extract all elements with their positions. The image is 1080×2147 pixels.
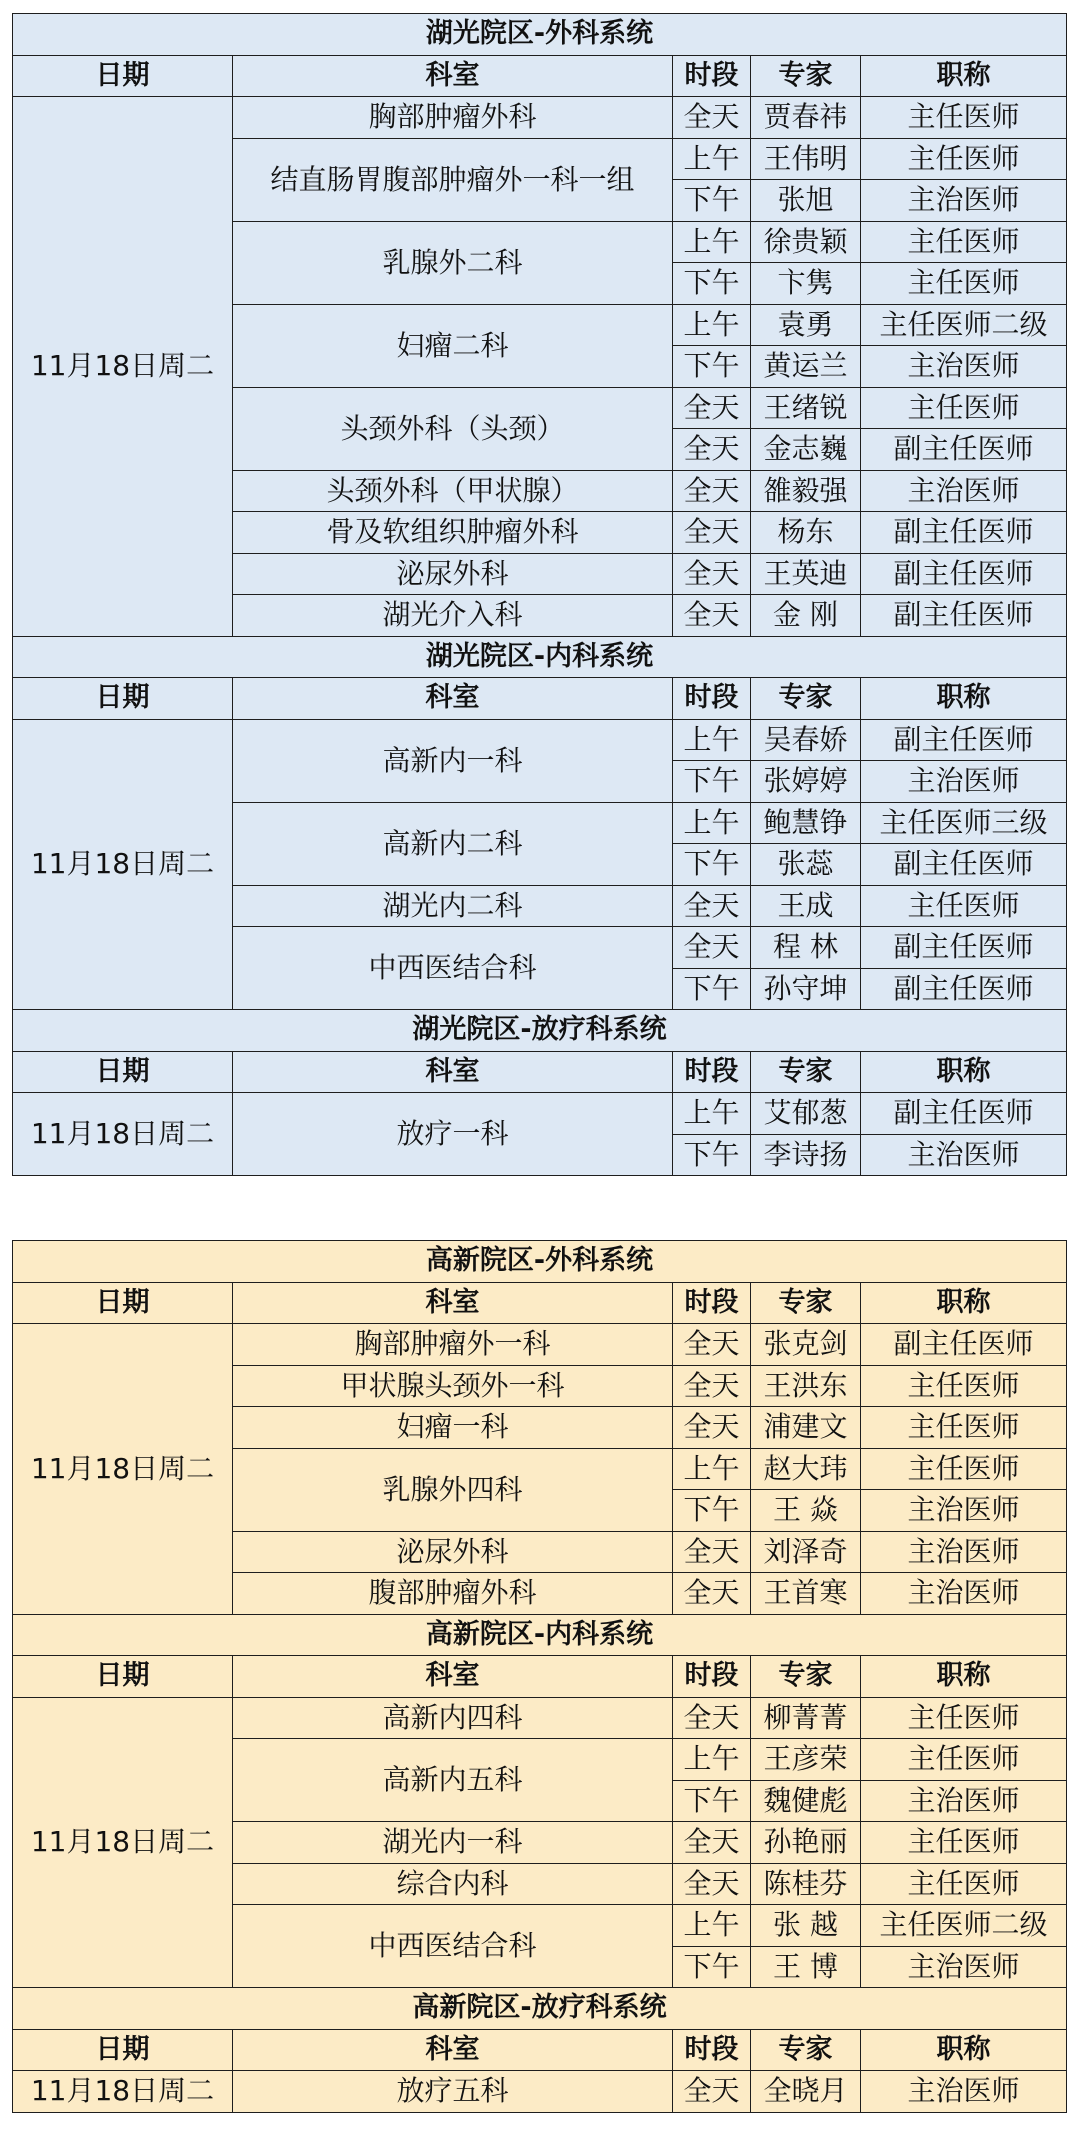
col-header-rank: 职称 [861, 1051, 1067, 1093]
table-row [13, 1697, 1067, 1739]
section-title: 高新院区-外科系统 [13, 1241, 1067, 1283]
rank-cell: 主任医师 [861, 1822, 1067, 1864]
date-cell: 11月18日周二 [13, 1324, 233, 1615]
rank-cell: 主任医师 [861, 1697, 1067, 1739]
doctor-cell: 赵大玮 [751, 1448, 861, 1490]
dept-cell: 乳腺外四科 [233, 1448, 673, 1531]
time-cell: 全天 [673, 1531, 751, 1573]
doctor-cell: 王 焱 [751, 1490, 861, 1532]
time-cell: 全天 [673, 1822, 751, 1864]
rank-cell: 主任医师二级 [861, 304, 1067, 346]
dept-cell: 中西医结合科 [233, 1905, 673, 1988]
date-cell: 11月18日周二 [13, 2071, 233, 2113]
doctor-cell: 王英迪 [751, 553, 861, 595]
col-header-time: 时段 [673, 1282, 751, 1324]
doctor-cell: 王成 [751, 885, 861, 927]
dept-cell: 甲状腺头颈外一科 [233, 1365, 673, 1407]
dept-cell: 头颈外科（头颈） [233, 387, 673, 470]
rank-cell: 主治医师 [861, 1490, 1067, 1532]
rank-cell: 主治医师 [861, 346, 1067, 388]
time-cell: 上午 [673, 221, 751, 263]
time-cell: 上午 [673, 138, 751, 180]
doctor-cell: 李诗扬 [751, 1134, 861, 1176]
table-row [13, 2071, 1067, 2113]
time-cell: 下午 [673, 844, 751, 886]
doctor-cell: 卞隽 [751, 263, 861, 305]
col-header-rank: 职称 [861, 678, 1067, 720]
time-cell: 下午 [673, 263, 751, 305]
rank-cell: 主治医师 [861, 1573, 1067, 1615]
time-cell: 全天 [673, 512, 751, 554]
col-header-date: 日期 [13, 55, 233, 97]
section-title-row [13, 1241, 1067, 1283]
rank-cell: 主任医师 [861, 1739, 1067, 1781]
dept-cell: 高新内四科 [233, 1697, 673, 1739]
rank-cell: 主任医师 [861, 885, 1067, 927]
doctor-cell: 陈桂芬 [751, 1863, 861, 1905]
col-header-time: 时段 [673, 1051, 751, 1093]
time-cell: 全天 [673, 1365, 751, 1407]
rank-cell: 副主任医师 [861, 595, 1067, 637]
doctor-cell: 徐贵颖 [751, 221, 861, 263]
time-cell: 上午 [673, 304, 751, 346]
col-header-dept: 科室 [233, 1051, 673, 1093]
doctor-cell: 张旭 [751, 180, 861, 222]
header-row [13, 678, 1067, 720]
time-cell: 上午 [673, 1093, 751, 1135]
time-cell: 下午 [673, 1946, 751, 1988]
rank-cell: 副主任医师 [861, 553, 1067, 595]
rank-cell: 副主任医师 [861, 512, 1067, 554]
rank-cell: 主任医师三级 [861, 802, 1067, 844]
rank-cell: 主任医师 [861, 1365, 1067, 1407]
time-cell: 全天 [673, 1573, 751, 1615]
header-row [13, 1656, 1067, 1698]
section-title: 湖光院区-内科系统 [13, 636, 1067, 678]
time-cell: 全天 [673, 97, 751, 139]
time-cell: 全天 [673, 553, 751, 595]
col-header-dept: 科室 [233, 678, 673, 720]
doctor-cell: 刘泽奇 [751, 1531, 861, 1573]
doctor-cell: 杨东 [751, 512, 861, 554]
rank-cell: 副主任医师 [861, 719, 1067, 761]
col-header-doctor: 专家 [751, 2029, 861, 2071]
rank-cell: 主任医师 [861, 138, 1067, 180]
rank-cell: 副主任医师 [861, 844, 1067, 886]
time-cell: 全天 [673, 2071, 751, 2113]
section-title-row [13, 1988, 1067, 2030]
doctor-cell: 袁勇 [751, 304, 861, 346]
col-header-rank: 职称 [861, 55, 1067, 97]
table-row [13, 97, 1067, 139]
dept-cell: 泌尿外科 [233, 1531, 673, 1573]
time-cell: 全天 [673, 595, 751, 637]
dept-cell: 腹部肿瘤外科 [233, 1573, 673, 1615]
doctor-cell: 金志巍 [751, 429, 861, 471]
rank-cell: 主治医师 [861, 1780, 1067, 1822]
rank-cell: 主治医师 [861, 2071, 1067, 2113]
dept-cell: 中西医结合科 [233, 927, 673, 1010]
dept-cell: 湖光介入科 [233, 595, 673, 637]
doctor-cell: 张蕊 [751, 844, 861, 886]
schedule-table-huguang [12, 13, 1067, 1176]
rank-cell: 副主任医师 [861, 1093, 1067, 1135]
doctor-cell: 魏健彪 [751, 1780, 861, 1822]
dept-cell: 结直肠胃腹部肿瘤外一科一组 [233, 138, 673, 221]
doctor-cell: 鲍慧铮 [751, 802, 861, 844]
doctor-cell: 张婷婷 [751, 761, 861, 803]
col-header-time: 时段 [673, 1656, 751, 1698]
rank-cell: 副主任医师 [861, 1324, 1067, 1366]
rank-cell: 主任医师 [861, 387, 1067, 429]
dept-cell: 湖光内二科 [233, 885, 673, 927]
rank-cell: 主治医师 [861, 470, 1067, 512]
time-cell: 上午 [673, 719, 751, 761]
col-header-date: 日期 [13, 678, 233, 720]
col-header-doctor: 专家 [751, 55, 861, 97]
time-cell: 上午 [673, 1905, 751, 1947]
rank-cell: 副主任医师 [861, 927, 1067, 969]
dept-cell: 高新内一科 [233, 719, 673, 802]
rank-cell: 主任医师 [861, 263, 1067, 305]
rank-cell: 主任医师 [861, 1863, 1067, 1905]
doctor-cell: 金 刚 [751, 595, 861, 637]
col-header-dept: 科室 [233, 1656, 673, 1698]
dept-cell: 放疗一科 [233, 1093, 673, 1176]
rank-cell: 主治医师 [861, 180, 1067, 222]
dept-cell: 胸部肿瘤外科 [233, 97, 673, 139]
dept-cell: 头颈外科（甲状腺） [233, 470, 673, 512]
time-cell: 全天 [673, 885, 751, 927]
date-cell: 11月18日周二 [13, 97, 233, 637]
doctor-cell: 孙艳丽 [751, 1822, 861, 1864]
col-header-time: 时段 [673, 2029, 751, 2071]
doctor-cell: 孙守坤 [751, 968, 861, 1010]
section-title-row [13, 1614, 1067, 1656]
doctor-cell: 艾郁葱 [751, 1093, 861, 1135]
dept-cell: 妇瘤一科 [233, 1407, 673, 1449]
header-row [13, 1282, 1067, 1324]
rank-cell: 主治医师 [861, 1134, 1067, 1176]
col-header-rank: 职称 [861, 1656, 1067, 1698]
col-header-time: 时段 [673, 55, 751, 97]
col-header-date: 日期 [13, 1656, 233, 1698]
time-cell: 下午 [673, 761, 751, 803]
col-header-doctor: 专家 [751, 1656, 861, 1698]
doctor-cell: 雒毅强 [751, 470, 861, 512]
time-cell: 全天 [673, 1697, 751, 1739]
doctor-cell: 张 越 [751, 1905, 861, 1947]
time-cell: 全天 [673, 429, 751, 471]
rank-cell: 主任医师 [861, 1448, 1067, 1490]
time-cell: 全天 [673, 470, 751, 512]
col-header-doctor: 专家 [751, 1282, 861, 1324]
time-cell: 下午 [673, 1780, 751, 1822]
col-header-dept: 科室 [233, 55, 673, 97]
section-title: 湖光院区-放疗科系统 [13, 1010, 1067, 1052]
dept-cell: 湖光内一科 [233, 1822, 673, 1864]
dept-cell: 乳腺外二科 [233, 221, 673, 304]
schedule-table-gaoxin [12, 1240, 1067, 2113]
time-cell: 全天 [673, 387, 751, 429]
doctor-cell: 程 林 [751, 927, 861, 969]
time-cell: 上午 [673, 802, 751, 844]
time-cell: 全天 [673, 1324, 751, 1366]
rank-cell: 副主任医师 [861, 968, 1067, 1010]
time-cell: 全天 [673, 1407, 751, 1449]
col-header-doctor: 专家 [751, 1051, 861, 1093]
dept-cell: 高新内二科 [233, 802, 673, 885]
dept-cell: 骨及软组织肿瘤外科 [233, 512, 673, 554]
time-cell: 全天 [673, 1863, 751, 1905]
rank-cell: 主治医师 [861, 1946, 1067, 1988]
time-cell: 下午 [673, 1134, 751, 1176]
table-row [13, 1093, 1067, 1135]
time-cell: 全天 [673, 927, 751, 969]
rank-cell: 副主任医师 [861, 429, 1067, 471]
doctor-cell: 黄运兰 [751, 346, 861, 388]
header-row [13, 1051, 1067, 1093]
doctor-cell: 王绪锐 [751, 387, 861, 429]
doctor-cell: 全晓月 [751, 2071, 861, 2113]
section-title: 高新院区-放疗科系统 [13, 1988, 1067, 2030]
col-header-dept: 科室 [233, 2029, 673, 2071]
doctor-cell: 张克剑 [751, 1324, 861, 1366]
header-row [13, 55, 1067, 97]
rank-cell: 主任医师二级 [861, 1905, 1067, 1947]
table-row [13, 719, 1067, 761]
doctor-cell: 王彦荣 [751, 1739, 861, 1781]
col-header-dept: 科室 [233, 1282, 673, 1324]
section-title-row [13, 1010, 1067, 1052]
dept-cell: 泌尿外科 [233, 553, 673, 595]
date-cell: 11月18日周二 [13, 1697, 233, 1988]
dept-cell: 放疗五科 [233, 2071, 673, 2113]
col-header-time: 时段 [673, 678, 751, 720]
rank-cell: 主任医师 [861, 221, 1067, 263]
dept-cell: 胸部肿瘤外一科 [233, 1324, 673, 1366]
time-cell: 上午 [673, 1448, 751, 1490]
col-header-rank: 职称 [861, 1282, 1067, 1324]
section-title-row [13, 636, 1067, 678]
section-title-row [13, 14, 1067, 56]
section-title: 湖光院区-外科系统 [13, 14, 1067, 56]
col-header-rank: 职称 [861, 2029, 1067, 2071]
time-cell: 上午 [673, 1739, 751, 1781]
time-cell: 下午 [673, 346, 751, 388]
rank-cell: 主任医师 [861, 1407, 1067, 1449]
doctor-cell: 贾春祎 [751, 97, 861, 139]
doctor-cell: 王伟明 [751, 138, 861, 180]
time-cell: 下午 [673, 180, 751, 222]
dept-cell: 综合内科 [233, 1863, 673, 1905]
col-header-date: 日期 [13, 2029, 233, 2071]
doctor-cell: 王首寒 [751, 1573, 861, 1615]
doctor-cell: 王洪东 [751, 1365, 861, 1407]
dept-cell: 高新内五科 [233, 1739, 673, 1822]
rank-cell: 主任医师 [861, 97, 1067, 139]
col-header-doctor: 专家 [751, 678, 861, 720]
table-row [13, 1324, 1067, 1366]
rank-cell: 主治医师 [861, 761, 1067, 803]
rank-cell: 主治医师 [861, 1531, 1067, 1573]
date-cell: 11月18日周二 [13, 1093, 233, 1176]
doctor-cell: 王 博 [751, 1946, 861, 1988]
date-cell: 11月18日周二 [13, 719, 233, 1010]
dept-cell: 妇瘤二科 [233, 304, 673, 387]
header-row [13, 2029, 1067, 2071]
section-title: 高新院区-内科系统 [13, 1614, 1067, 1656]
time-cell: 下午 [673, 968, 751, 1010]
col-header-date: 日期 [13, 1282, 233, 1324]
doctor-cell: 柳菁菁 [751, 1697, 861, 1739]
doctor-cell: 吴春娇 [751, 719, 861, 761]
time-cell: 下午 [673, 1490, 751, 1532]
col-header-date: 日期 [13, 1051, 233, 1093]
doctor-cell: 浦建文 [751, 1407, 861, 1449]
